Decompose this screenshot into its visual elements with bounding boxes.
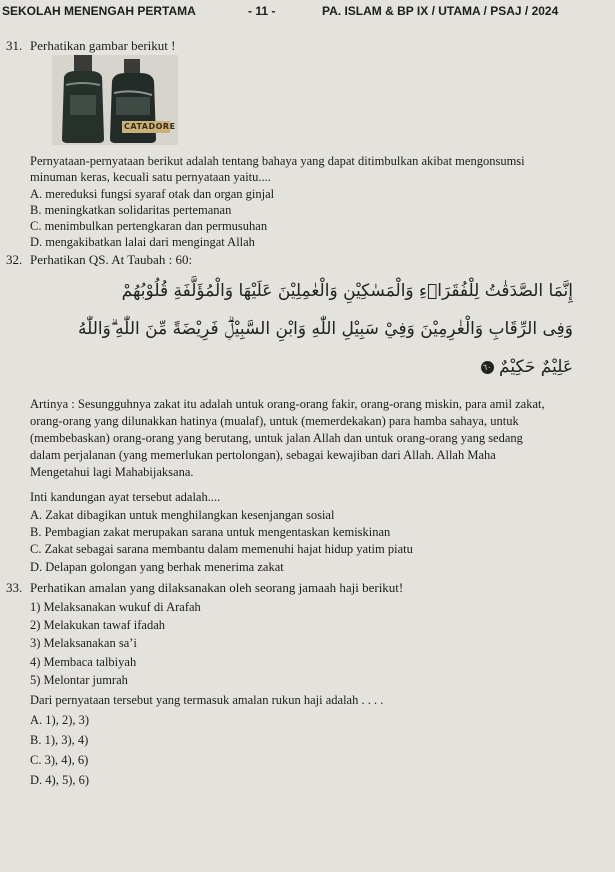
q31-option-c[interactable]: C. menimbulkan pertengkaran dan permusuhan bbox=[30, 219, 268, 233]
translation-line3: (membebaskan) orang-orang yang berutang, untuk jalan Allah dan untuk orang-orang yang sedang bbox=[30, 431, 523, 445]
translation-line2: orang-orang yang dilunakkan hatinya (mualaf), untuk (memerdekakan) para hamba sahaya, untuk bbox=[30, 414, 519, 428]
arabic-verse-line3 bbox=[477, 356, 573, 378]
school-name: SEKOLAH MENENGAH PERTAMA bbox=[2, 4, 196, 18]
bottle-brand-label: CATADORE bbox=[124, 122, 176, 131]
q31-number: 31. bbox=[6, 38, 23, 53]
q33-item-4: 4) Membaca talbiyah bbox=[30, 655, 137, 669]
q33-item-2: 2) Melakukan tawaf ifadah bbox=[30, 618, 166, 632]
arabic-verse-line3-text: عَلِيْمٌ حَكِيْمٌ bbox=[499, 357, 573, 377]
q31-prompt: Perhatikan gambar berikut ! bbox=[30, 38, 176, 53]
q32-option-d[interactable]: D. Delapan golongan yang berhak menerima zakat bbox=[30, 560, 284, 574]
arabic-verse-line1: إِنَّمَا الصَّدَقٰتُ لِلْفُقَرَاۤءِ وَالْمَسٰكِيْنِ وَالْعٰمِلِيْنَ عَلَيْهَا وَالْمُؤَلَّفَةِ قُلُوْبُهُمْ bbox=[121, 281, 573, 301]
exam-code: PA. ISLAM & BP IX / UTAMA / PSAJ / 2024 bbox=[322, 4, 559, 18]
q33-option-b[interactable]: B. 1), 3), 4) bbox=[30, 733, 89, 747]
q31-statement-line1: Pernyataan-pernyataan berikut adalah tentang bahaya yang dapat ditimbulkan akibat mengonsumsi bbox=[30, 154, 525, 168]
q31-option-b[interactable]: B. meningkatkan solidaritas pertemanan bbox=[30, 203, 232, 217]
q32-question: Inti kandungan ayat tersebut adalah.... bbox=[30, 490, 221, 504]
q31-option-a[interactable]: A. mereduksi fungsi syaraf otak dan organ ginjal bbox=[30, 187, 275, 201]
liquor-bottles-image bbox=[52, 55, 178, 145]
q31-option-d[interactable]: D. mengakibatkan lalai dari mengingat Allah bbox=[30, 235, 255, 249]
q32-prompt: Perhatikan QS. At Taubah : 60: bbox=[30, 252, 193, 267]
ayah-number-icon: ٦٠ bbox=[481, 361, 494, 374]
page-header bbox=[0, 4, 615, 20]
q33-item-1: 1) Melaksanakan wukuf di Arafah bbox=[30, 600, 201, 614]
q33-prompt: Perhatikan amalan yang dilaksanakan oleh seorang jamaah haji berikut! bbox=[30, 580, 404, 595]
q33-option-d[interactable]: D. 4), 5), 6) bbox=[30, 773, 90, 787]
q33-item-3: 3) Melaksanakan sa’i bbox=[30, 636, 137, 650]
page-number: - 11 - bbox=[248, 4, 276, 18]
q31-statement-line2: minuman keras, kecuali satu pernyataan yaitu.... bbox=[30, 170, 271, 184]
q32-option-c[interactable]: C. Zakat sebagai sarana membantu dalam memenuhi hajat hidup yatim piatu bbox=[30, 542, 413, 556]
q33-item-5: 5) Melontar jumrah bbox=[30, 673, 128, 687]
q32-option-a[interactable]: A. Zakat dibagikan untuk menghilangkan kesenjangan sosial bbox=[30, 508, 335, 522]
q33-option-a[interactable]: A. 1), 2), 3) bbox=[30, 713, 90, 727]
translation-line4: dalam perjalanan (yang memerlukan pertolongan), sebagai kewajiban dari Allah. Allah Maha bbox=[30, 448, 496, 462]
translation-line1: Artinya : Sesungguhnya zakat itu adalah untuk orang-orang fakir, orang-orang miskin, para amil zakat, bbox=[30, 397, 545, 411]
arabic-verse-line2: وَفِى الرِّقَابِ وَالْغٰرِمِيْنَ وَفِيْ سَبِيْلِ اللّٰهِ وَابْنِ السَّبِيْلِۗ فَرِيْضَةً مِّنَ اللّٰهِ ۗوَاللّٰهُ bbox=[77, 319, 573, 339]
q33-question: Dari pernyataan tersebut yang termasuk amalan rukun haji adalah . . . . bbox=[30, 693, 384, 707]
q33-number: 33. bbox=[6, 580, 23, 595]
q33-option-c[interactable]: C. 3), 4), 6) bbox=[30, 753, 89, 767]
translation-line5: Mengetahui lagi Mahabijaksana. bbox=[30, 465, 194, 479]
q32-option-b[interactable]: B. Pembagian zakat merupakan sarana untuk mengentaskan kemiskinan bbox=[30, 525, 391, 539]
q32-number: 32. bbox=[6, 252, 23, 267]
